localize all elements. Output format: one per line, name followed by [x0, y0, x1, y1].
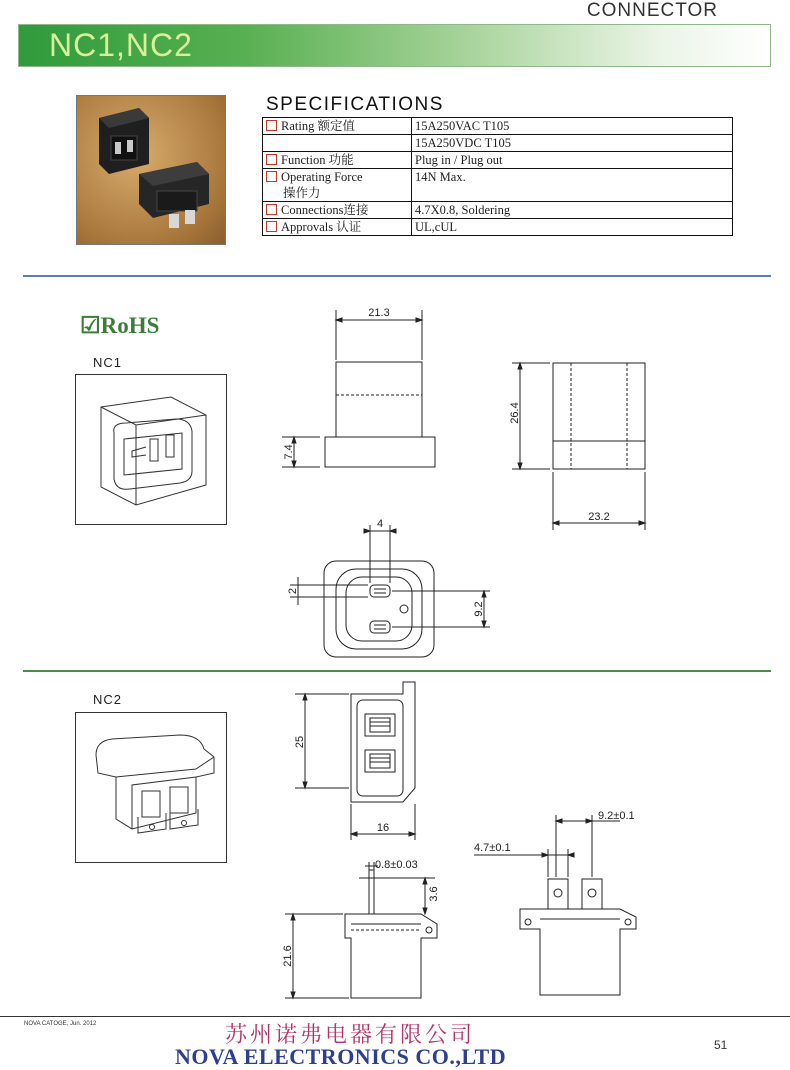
spec-value: 4.7X0.8, Soldering — [412, 202, 733, 219]
spec-row — [263, 202, 733, 219]
spec-label: Connections连接 — [281, 203, 369, 217]
company-name-en: NOVA ELECTRONICS CO.,LTD — [175, 1044, 507, 1069]
checkbox-icon — [266, 154, 277, 165]
dim-depth: 23.2 — [588, 511, 610, 523]
spec-label: Function 功能 — [281, 153, 354, 167]
nc1-face-view — [280, 515, 500, 665]
title-bar — [18, 24, 771, 67]
nc1-label: NC1 — [93, 355, 123, 370]
nc1-side-view — [270, 300, 460, 480]
page-title: NC1,NC2 — [49, 27, 193, 63]
company-name-cn: 苏州诺弗电器有限公司 — [225, 1023, 476, 1048]
spec-label: Rating 额定值 — [281, 119, 355, 133]
dim-width-top: 21.3 — [368, 307, 390, 319]
dim-pin-pitch: 9.2 — [473, 601, 485, 617]
spec-row — [263, 152, 733, 169]
connector-photo-image — [77, 96, 226, 245]
footer-divider — [0, 1016, 790, 1017]
page-number: 51 — [714, 1038, 728, 1052]
nc2-front-view — [285, 678, 445, 843]
rohs-mark — [80, 313, 159, 339]
specifications-table — [262, 117, 733, 236]
checkbox-icon — [266, 171, 277, 182]
spec-row — [263, 118, 733, 135]
checkbox-icon — [266, 204, 277, 215]
dim-terminal-width: 4.7±0.1 — [474, 842, 511, 854]
checkbox-icon — [266, 120, 277, 131]
spec-label-cell — [263, 202, 412, 219]
spec-value: UL,cUL — [412, 219, 733, 236]
spec-label — [263, 135, 412, 152]
checkmark-box-icon: ☑ — [80, 313, 101, 338]
spec-row — [263, 219, 733, 236]
nc2-iso-drawing — [75, 712, 227, 863]
category-label: CONNECTOR — [586, 0, 718, 21]
nc2-label: NC2 — [93, 692, 123, 707]
spec-value: Plug in / Plug out — [412, 152, 733, 169]
product-photo — [76, 95, 226, 245]
spec-label: Operating Force — [281, 170, 363, 184]
spec-label: 操作力 — [263, 185, 412, 202]
section-divider — [23, 275, 771, 277]
nc1-iso-image — [76, 375, 226, 524]
dim-flange-height: 7.4 — [283, 444, 295, 460]
spec-value: 14N Max. — [412, 169, 733, 202]
nc2-side-view — [275, 850, 465, 1010]
dim-height: 26.4 — [509, 402, 521, 424]
dim-terminal-pitch: 9.2±0.1 — [598, 810, 635, 822]
spec-label: Approvals 认证 — [281, 220, 362, 234]
nc1-front-view — [500, 355, 660, 535]
checkbox-icon — [266, 221, 277, 232]
section-divider — [23, 670, 771, 672]
nc1-iso-drawing — [75, 374, 227, 525]
dim-body-height: 21.6 — [282, 945, 294, 967]
spec-row — [263, 135, 733, 152]
dim-height-front: 25 — [294, 735, 306, 749]
specifications-heading: SPECIFICATIONS — [266, 94, 444, 115]
spec-label-cell — [263, 152, 412, 169]
nc2-iso-image — [76, 713, 226, 862]
spec-row — [263, 169, 733, 186]
nc2-terminal-view — [470, 805, 660, 1010]
dim-pin-width: 4 — [376, 518, 384, 530]
spec-value: 15A250VAC T105 — [412, 118, 733, 135]
spec-label-cell — [263, 118, 412, 135]
spec-label-cell — [263, 219, 412, 236]
dim-width-front: 16 — [376, 822, 390, 834]
rohs-label: RoHS — [100, 313, 160, 338]
spec-label-cell — [263, 169, 412, 186]
dim-pin-height: 3.6 — [428, 886, 440, 902]
dim-pin-gap: 2 — [287, 587, 299, 595]
dim-pin-thickness: 0.8±0.03 — [375, 859, 418, 871]
spec-value: 15A250VDC T105 — [412, 135, 733, 152]
catalog-code: NOVA CATOGE, Jun. 2012 — [24, 1021, 97, 1027]
